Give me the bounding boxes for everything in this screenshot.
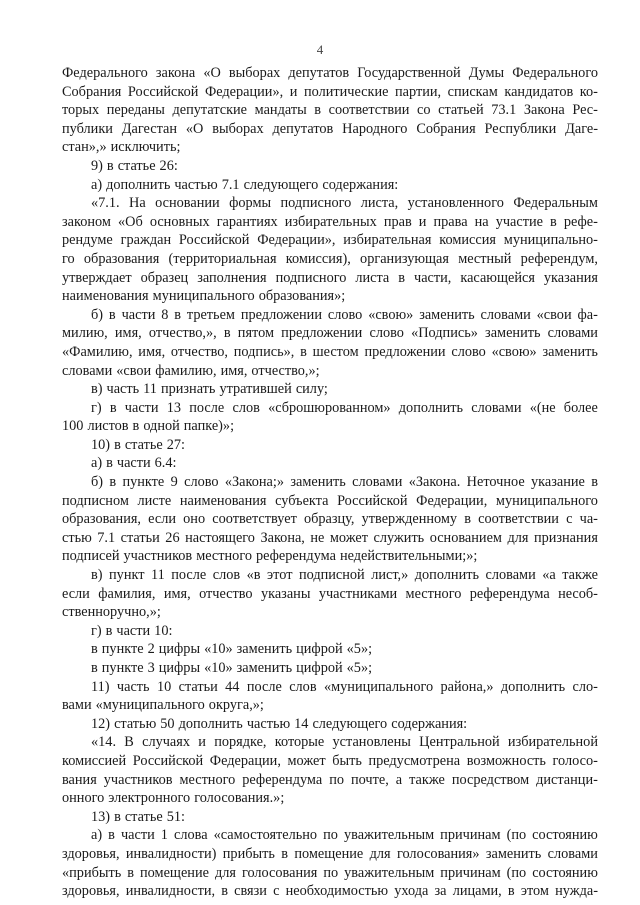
text-line: в пункте 2 цифры «10» заменить цифрой «5»; xyxy=(91,641,373,658)
text-line: Собрания Российской Федерации», и политические партии, спискам кандидатов ко- xyxy=(62,83,598,100)
page-number: 4 xyxy=(316,42,324,57)
text-line: вами «муниципального округа,»; xyxy=(62,697,264,714)
document-body xyxy=(62,64,598,901)
text-line: 100 листов в одной папке)»; xyxy=(62,418,235,435)
text-line: подписном листе наименования субъекта Российской Федерации, муниципального xyxy=(62,492,598,509)
text-line: рендуме граждан Российской Федерации», избирательная комиссия муниципально- xyxy=(62,232,598,249)
text-line: в) часть 11 признать утратившей силу; xyxy=(91,381,328,398)
text-line: «7.1. На основании формы подписного листа, установленного Федеральным xyxy=(91,195,598,212)
text-line: если фамилия, имя, отчество указаны участниками местного референдума несоб- xyxy=(62,585,598,602)
text-line: утверждает образец заполнения подписного листа в части, касающейся указания xyxy=(62,269,598,286)
text-line: «14. В случаях и порядке, которые установлены Центральной избирательной xyxy=(91,734,598,751)
text-line: здоровья, инвалидности, в связи с необходимостью ухода за лицами, в этом нужда- xyxy=(62,883,598,900)
text-line: ственноручно,»; xyxy=(62,604,161,621)
text-line: образования, если оно соответствует образцу, утвержденному в соответствии с ча- xyxy=(62,511,598,528)
text-line: онного электронного голосования.»; xyxy=(62,790,285,807)
text-line: стью 7.1 статьи 26 настоящего Закона, не может служить основанием для признания xyxy=(62,529,598,546)
text-line: в) пункт 11 после слов «в этот подписной лист,» дополнить словами «а также xyxy=(91,567,598,584)
text-line: б) в части 8 в третьем предложении слово «свою» заменить словами «свои фа- xyxy=(91,306,598,323)
text-line: 9) в статье 26: xyxy=(91,157,178,174)
text-line: г) в части 13 после слов «сброшюрованном» дополнить словами «(не более xyxy=(91,399,598,416)
text-line: го образования (территориальная комиссия), организующая местный референдум, xyxy=(62,250,598,267)
text-line: 11) часть 10 статьи 44 после слов «муниципального района,» дополнить сло- xyxy=(91,678,598,695)
text-line: Федерального закона «О выборах депутатов Государственной Думы Федерального xyxy=(62,65,598,81)
text-line: б) в пункте 9 слово «Закона;» заменить словами «Закона. Неточное указание в xyxy=(91,474,598,491)
text-line: «прибыть в помещение для голосования по уважительным причинам (по состоянию xyxy=(62,864,598,881)
text-line: 12) статью 50 дополнить частью 14 следующего содержания: xyxy=(91,715,468,732)
text-line: а) в части 1 слова «самостоятельно по уважительным причинам (по состоянию xyxy=(91,827,598,844)
text-line: комиссией Российской Федерации, может быть предусмотрена возможность голосо- xyxy=(62,752,598,769)
text-line: г) в части 10: xyxy=(91,622,173,639)
text-line: торых переданы депутатские мандаты в соответствии со статьей 73.1 Закона Рес- xyxy=(62,102,598,119)
text-line: «Фамилию, имя, отчество, подпись», в шестом предложении слово «свою» заменить xyxy=(62,343,598,360)
text-line: здоровья, инвалидности) прибыть в помещение для голосования» заменить словами xyxy=(62,845,598,862)
text-line: наименования муниципального образования»; xyxy=(62,288,346,305)
text-line: а) в части 6.4: xyxy=(91,455,177,472)
text-line: а) дополнить частью 7.1 следующего содержания: xyxy=(91,176,399,193)
text-line: вания участников местного референдума по почте, а также посредством дистанци- xyxy=(62,771,598,788)
text-line: словами «свои фамилию, имя, отчество,»; xyxy=(62,362,320,379)
text-line: 13) в статье 51: xyxy=(91,808,185,825)
text-line: стан»,» исключить; xyxy=(62,139,181,156)
text-line: 10) в статье 27: xyxy=(91,436,185,453)
text-line: милию, имя, отчество,», в пятом предложении слово «Подпись» заменить словами xyxy=(62,325,598,342)
text-line: публики Дагестан «О выборах депутатов Народного Собрания Республики Даге- xyxy=(62,120,598,137)
text-line: подписей участников местного референдума недействительными;»; xyxy=(62,548,478,565)
text-line: в пункте 3 цифры «10» заменить цифрой «5»; xyxy=(91,660,373,676)
text-line: законом «Об основных гарантиях избирательных прав и права на участие в рефе- xyxy=(62,213,598,230)
